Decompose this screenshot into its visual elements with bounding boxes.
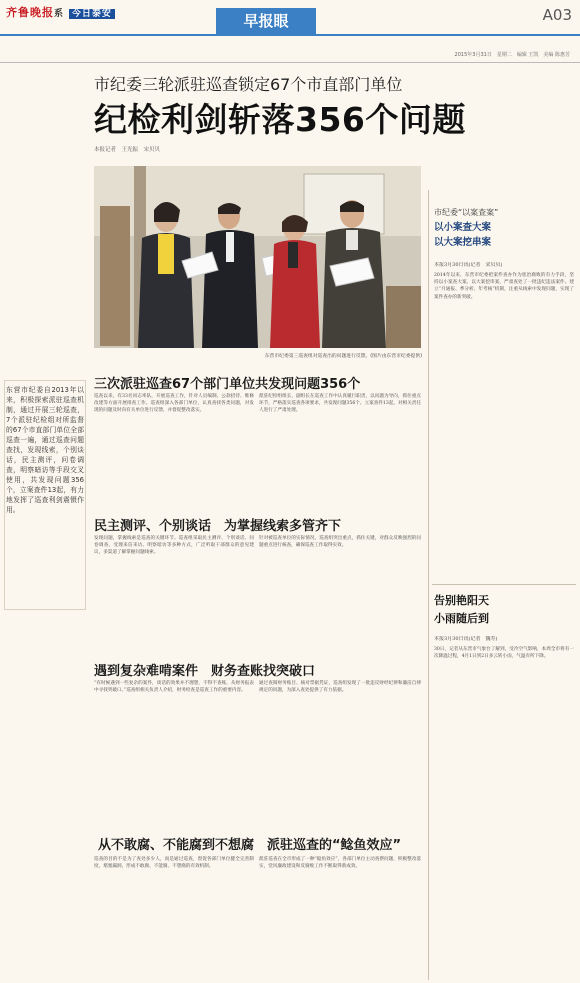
date-line: 2015年3月31日 星期二 编辑 王凯 美编 陈惠芳 (454, 52, 570, 58)
section-2-col1: 发现问题，掌握线索是巡查的关键环节。巡查组采取民主测评、个别谈话、问卷调查、受理来信来访、明察暗访等多种方式，广泛听取干部群众的意见建议，多渠道了解掌握问题线索。 (94, 536, 254, 556)
sidebar-top-byline: 本报3月30日讯(记者 宋贝贝) (434, 262, 503, 268)
page-number: A03 (542, 6, 572, 24)
section-4-title: 从不敢腐、不能腐到不想腐 派驻巡查的“鲶鱼效应” (98, 838, 402, 853)
sidebar-rule (432, 584, 576, 585)
sidebar-bottom-headline: 小雨随后到 (434, 612, 489, 625)
paper-suffix: 系 (54, 9, 65, 19)
article-byline: 本报记者 王光振 宋贝贝 (94, 147, 161, 153)
date-rule (0, 62, 580, 63)
section-3-col2: 通过查阅财务账目、核对票据凭证，巡查组发现了一批违反财经纪律和廉洁自律规定的问题，为深入查处提供了有力依据。 (259, 681, 421, 694)
article-kicker: 市纪委三轮派驻巡查锁定67个市直部门单位 (94, 75, 403, 94)
section-3-title: 遇到复杂难啃案件 财务查账找突破口 (94, 664, 316, 679)
section-2-col2: 针对被巡查单位的实际情况，巡查组突出重点，抓住关键，对群众反映强烈的问题重点进行核查，确保巡查工作取得实效。 (259, 536, 421, 549)
column-divider (428, 190, 429, 980)
sidebar-top-heading (434, 205, 498, 250)
sidebar-top-text: 2014年以来，东营市纪委把案件查办作为惩治腐败的有力手段，坚持以小案查大案、以大案挖串案，严肃查处了一批违纪违法案件。建立“月通报、季分析、年考核”机制，注重从线索中发现问题，实现了案件查办的新突破。 (434, 273, 574, 300)
newspaper-masthead (6, 4, 115, 20)
summary-text: 东营市纪委自2013年以来，积极探索派驻巡查机制，通过开展三轮巡查，7个派驻纪检组对所监督的67个市直部门单位全部巡查一遍，通过巡查问题查找，发现线索，个别谈话，民主测评，问卷调查，明察暗访等手段交叉使用，共发现问题356个，立案查件13起，有力地发挥了巡查利剑震慑作用。 (6, 386, 84, 514)
section-tab: 早报眼 (216, 8, 316, 34)
section-4-col2: 派驻巡查在全市形成了一种“鲶鱼效应”，各部门单位主动查摆问题，积极整改落实，党风廉政建设和反腐败工作不断取得新成效。 (259, 857, 421, 870)
paper-name: 齐鲁晚报 (6, 6, 54, 19)
sidebar-top-line2: 以大案挖串案 (434, 237, 492, 248)
sidebar-bottom-kicker: 告别艳阳天 (434, 594, 489, 607)
section-2-title: 民主测评、个别谈话 为掌握线索多管齐下 (94, 519, 342, 534)
photo-caption: 东营市纪委第三巡查组对巡查出的问题进行反馈。(图片由东营市纪委提供) (264, 354, 422, 359)
section-3-col1: “有时候遇到一些复杂的案件，谈话的效果并不理想，不得不查账，从财务报表中寻找突破口。”巡查组相关负责人介绍，财务检查是巡查工作的重要内容。 (94, 681, 254, 694)
sidebar-bottom-byline: 本报3月30日讯(记者 魏寿) (434, 636, 498, 642)
sidebar-bottom-heading (434, 592, 489, 628)
section-1-title: 三次派驻巡查67个部门单位共发现问题356个 (94, 377, 361, 392)
sidebar-bottom-text: 30日，记者从东营市气象台了解到，受冷空气影响，本周全市将有一次降温过程，4月1日到2日多云转小雨，气温有所下降。 (434, 647, 574, 660)
article-headline: 纪检利剑斩落356个问题 (94, 100, 466, 139)
news-photo (94, 166, 421, 348)
section-4-col1: 巡查的目的不是为了查处多少人，而是通过巡查，督促各部门单位健全完善制度，堵塞漏洞，形成不敢腐、不能腐、不想腐的有效机制。 (94, 857, 254, 870)
sidebar-top-line1: 以小案查大案 (434, 222, 492, 233)
sidebar-top-kicker: 市纪委“以案查案” (434, 208, 499, 217)
header-rule (0, 34, 580, 36)
edition-badge: 今日泰安 (69, 9, 115, 19)
office-scene-illustration (94, 166, 421, 348)
section-1-col2: 派驻纪检组组长、副组长在巡查工作中认真履行职责，以问题为导向，抓住重点环节，严格落实巡查各项要求，共发现问题356个。立案查件13起，对相关责任人进行了严肃处理。 (259, 394, 421, 414)
section-1-col1: 巡查以来，有33名同志率队，开展巡查工作，针对人员编制、公款招待、维修改建等方面开展排查工作。巡查组深入各部门单位，认真查找各类问题，对发现的问题及时向有关单位进行反馈，并督促整改落实。 (94, 394, 254, 414)
